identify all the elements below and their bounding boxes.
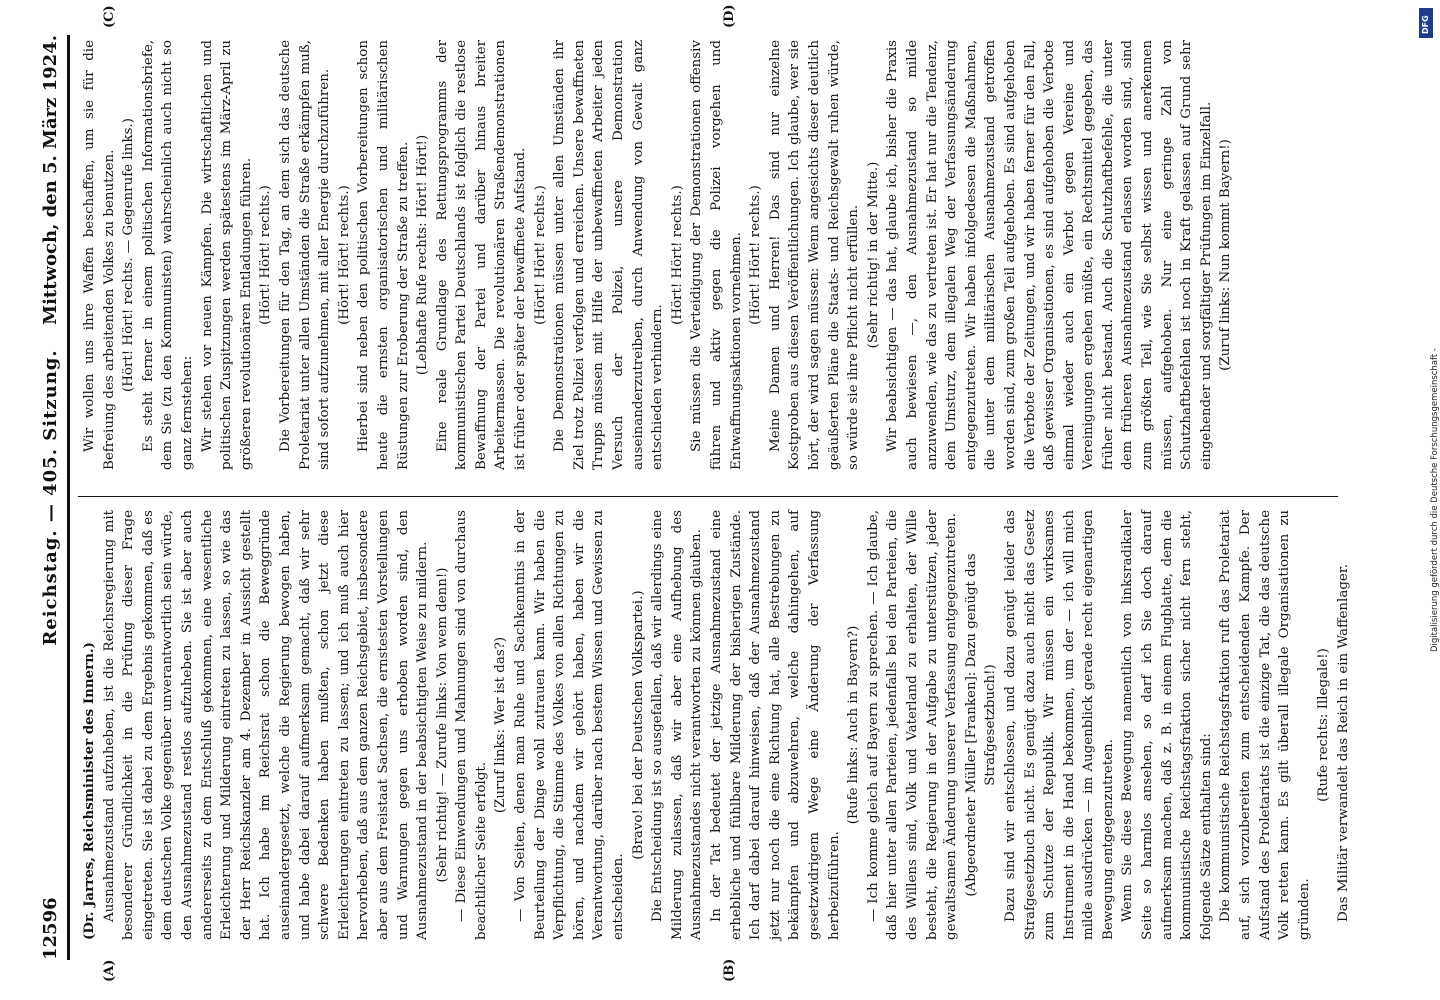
paragraph: Die Entscheidung ist so ausgefallen, daß wir allerdings eine Milderung zulassen, daß wir aber eine Aufhebung des Ausnahmezustandes nicht verantworten zu können glauben.	[650, 510, 705, 940]
paragraph: (Zuruf links: Nun kommt Bayern!)	[1218, 139, 1234, 371]
paragraph: (Hört! Hört! rechts. — Gegenrufe links.)	[121, 118, 137, 392]
paragraph: Wir stehen vor neuen Kämpfen. Die wirtschaftlichen und politischen Zuspitzungen werden spätestens im März-April zu größeren revolutionären Entladungen führen.	[199, 40, 254, 470]
paragraph: Es steht ferner in einem politischen Informationsbriefe, dem Sie (zu den Kommunisten) wahrscheinlich auch nicht so ganz fernstehen:	[140, 40, 195, 470]
paragraph: Eine reale Grundlage des Rettungsprogramms der kommunistischen Partei Deutschlands ist folglich die restlose Bewaffnung der Partei und darüber hinaus breiter Arbeitermassen. Die revolutionären Straßendemonstrationen ist früher oder später der bewaffnete Aufstand.	[434, 40, 529, 470]
paragraph: Das Militär verwandelt das Reich in ein Waffenlager.	[1336, 563, 1351, 922]
column-divider	[78, 496, 1338, 497]
paragraph: (Lebhafte Rufe rechts: Hört! Hört!)	[415, 134, 431, 376]
paragraph: (Hört! Hört! rechts.)	[669, 185, 685, 325]
dfg-logo-text: DFG	[1421, 15, 1430, 34]
paragraph: (Hört! Hört! rechts.)	[258, 185, 274, 325]
speaker-line	[80, 510, 100, 940]
paragraph: (Abgeordneter Müller [Franken]: Dazu genügt das Strafgesetzbuch!)	[963, 553, 999, 897]
paragraph: — Diese Einwendungen und Mahnungen sind von durchaus beachtlicher Seite erfolgt.	[454, 510, 489, 940]
page-number: 12596	[40, 897, 61, 960]
paragraph: (Hört! Hört! rechts.)	[336, 185, 352, 325]
paragraph: Wenn Sie diese Bewegung namentlich von linksradikaler Seite so harmlos ansehen, so darf ich Sie doch darauf aufmerksam machen, daß z. B. in einem Flugblatte, dem die kommunistische Reichstagsfraktion sicher nicht fern steht, folgende Sätze enthalten sind:	[1120, 510, 1214, 940]
paragraph: Wir beabsichtigen — das hat, glaube ich, bisher die Praxis auch bewiesen —, den Ausnahmezustand so milde anzuwenden, wie das zu vertreten ist. Er hat nur die Tendenz, dem Umsturz, dem illegalen Weg der Verfassungsänderung entgegenzutreten. Wir haben infolgedessen die Maßnahmen, die unter dem militärischen Ausnahmezustand getroffen worden sind, zum großen Teil aufgehoben. Es sind aufgehoben die Verbote der Zeitungen, und wir haben ferner für den Fall, daß gewisser Organisationen, es sind aufgehoben die Verbote einmal wieder auch ein Verbot gegen Vereine und Vereinigungen ergehen müßte, ein Rechtsmittel gegeben, das früher nicht bestand. Auch die Schutzhaftbefehle, die unter dem früheren Ausnahmezustand erlassen worden sind, sind zum größten Teil, wie Sie selbst wissen und anerkennen müssen, aufgehoben. Nur eine geringe Zahl von Schutzhaftbefehlen ist noch in Kraft gelassen auf Grund sehr eingehender und sorgfältiger Prüfungen im Einzelfall.	[885, 40, 1214, 470]
left-column	[80, 510, 1370, 940]
paragraph: (Rufe rechts: Illegale!)	[1316, 648, 1332, 802]
margin-mark-a: (A)	[102, 959, 117, 982]
digitization-credit	[1418, 348, 1440, 1000]
header-rule	[67, 35, 70, 960]
paragraph: Wir wollen uns ihre Waffen beschaffen, um sie für die Befreiung des arbeitenden Volkes zu benutzen.	[82, 40, 117, 470]
paragraph: (Zuruf links: Wer ist das?)	[493, 636, 509, 814]
paragraph: Sie müssen die Verteidigung der Demonstrationen offensiv führen und aktiv gegen die Polizei vorgehen und Entwaffnungsaktionen vornehmen.	[689, 40, 744, 470]
paragraph: Dazu sind wir entschlossen, und dazu genügt leider das Strafgesetzbuch nicht. Es genügt dazu auch nicht das Gesetz zum Schutze der Republik. Wir müssen ein wirksames Instrument in die Hand bekommen, um der — ich will mich milde ausdrücken — im Augenblick gerade recht eigenartigen Bewegung entgegenzutreten.	[1002, 510, 1116, 940]
right-column	[80, 40, 1370, 470]
paragraph: Meine Damen und Herren! Das sind nur einzelne Kostproben aus diesen Veröffentlichungen. Ich glaube, wer sie hört, der wird sagen müssen: Wenn angesichts dieser deutlich geäußerten Pläne die Staats- und Reichsgewalt ruhen würde, so würde sie ihre Pflicht nicht erfüllen.	[767, 40, 862, 470]
session-title: Reichstag. — 405. Sitzung.	[40, 349, 61, 646]
paragraph: Die Vorbereitungen für den Tag, an dem sich das deutsche Proletariat unter allen Umständen die Straße erkämpfen muß, sind sofort aufzunehmen, mit aller Energie durchzuführen.	[277, 40, 333, 470]
paragraph: Hierbei sind neben den politischen Vorbereitungen schon heute die ernsten organisatorischen und militärischen Rüstungen zur Eroberung der Straße zu treffen.	[356, 40, 411, 470]
page-header	[40, 35, 64, 960]
margin-mark-d: (D)	[722, 4, 737, 28]
paragraph: (Bravo! bei der Deutschen Volkspartei.)	[630, 590, 646, 860]
speaker-name: (Dr. Jarres, Reichsminister des Innern.)	[81, 642, 97, 940]
paragraph: — Von Seiten, denen man Ruhe und Sachkenntnis in der Beurteilung der Dinge wohl zutrauen kann. Wir haben die Verpflichtung, die Stimme des Volkes von allen Richtungen zu hören, und nachdem wir gehört haben, haben wir die Verantwortung, darüber nach bestem Wissen und Gewissen zu entscheiden.	[513, 510, 627, 940]
paragraph: Ausnahmezustand aufzuheben, ist die Reichsregierung mit besonderer Gründlichkeit in die Prüfung dieser Frage eingetreten. Sie ist dabei zu dem Ergebnis gekommen, daß es dem deutschen Volke gegenüber unverantwortlich sein würde, den Ausnahmezustand restlos aufzuheben. Sie ist aber auch andererseits zu dem Entschluß gekommen, eine wesentliche Erleichterung und Milderung eintreten zu lassen, so wie das der Herr Reichskanzler am 4. Dezember in Aussicht gestellt hat. Ich habe im Reichsrat schon die Beweggründe auseinandergesetzt, welche die Regierung bewogen haben, und habe dabei darauf aufmerksam gemacht, daß wir sehr schwere Bedenken haben mußten, schon jetzt diese Erleichterungen eintreten zu lassen; und ich muß auch hier hervorheben, daß aus dem ganzen Reichsgebiet, insbesondere aber aus dem Freistaat Sachsen, die ernstesten Vorstellungen und Warnungen gegen uns erhoben worden sind, den Ausnahmezustand in der beabsichtigten Weise zu mildern.	[101, 510, 431, 940]
dfg-logo	[1419, 8, 1433, 38]
paragraph: (Rufe links: Auch in Bayern?)	[846, 625, 862, 825]
credit-text: Digitalisierung gefördert durch die Deutsche Forschungsgemeinschaft -	[1430, 348, 1440, 652]
paragraph: Die kommunistische Reichstagsfraktion ruft das Proletariat auf, sich vorzubereiten zum entscheidenden Kampfe. Der Aufstand des Proletariats ist die einzige Tat, die das deutsche Volk retten kann. Es gilt überall illegale Organisationen zu gründen.	[1218, 510, 1312, 940]
header-date: Mittwoch, den 5. März 1924.	[40, 35, 61, 325]
left-paragraphs	[100, 510, 1354, 940]
paragraph: (Hört! Hört! rechts.)	[748, 185, 764, 325]
paragraph: (Sehr richtig! — Zurufe links: Von wem denn!)	[434, 567, 450, 883]
paragraph: In der Tat bedeutet der jetzige Ausnahmezustand eine erhebliche und fühlbare Milderung der bisherigen Zustände. Ich darf dabei darauf hinweisen, daß der Ausnahmezustand jetzt nur noch die eine Richtung hat, alle Bestrebungen zu bekämpfen und abzuwehren, welche dahingehen, auf gesetzwidrigem Wege eine Änderung der Verfassung herbeizuführen.	[709, 510, 842, 940]
paragraph: — Ich komme gleich auf Bayern zu sprechen. — Ich glaube, daß hier unter allen Parteien, jedenfalls bei den Parteien, die des Willens sind, Volk und Vaterland zu erhalten, der Wille besteht, die Regierung in der Aufgabe zu unterstützen, jeder gewaltsamen Änderung unserer Verfassung entgegenzutreten.	[865, 510, 960, 940]
margin-mark-b: (B)	[722, 958, 737, 982]
right-paragraphs	[80, 40, 1236, 470]
margin-mark-c: (C)	[102, 5, 117, 28]
paragraph: Die Demonstrationen müssen unter allen Umständen ihr Ziel trotz Polizei verfolgen und erreichen. Unsere bewaffneten Trupps müssen mit Hilfe der unbewaffneten Arbeiter jeden Versuch der Polizei, unsere Demonstration auseinanderzutreiben, durch Anwendung von Gewalt ganz entschieden verhindern.	[552, 40, 666, 470]
paragraph: (Sehr richtig! in der Mitte.)	[865, 161, 881, 349]
paragraph: (Hört! Hört! rechts.)	[532, 185, 548, 325]
